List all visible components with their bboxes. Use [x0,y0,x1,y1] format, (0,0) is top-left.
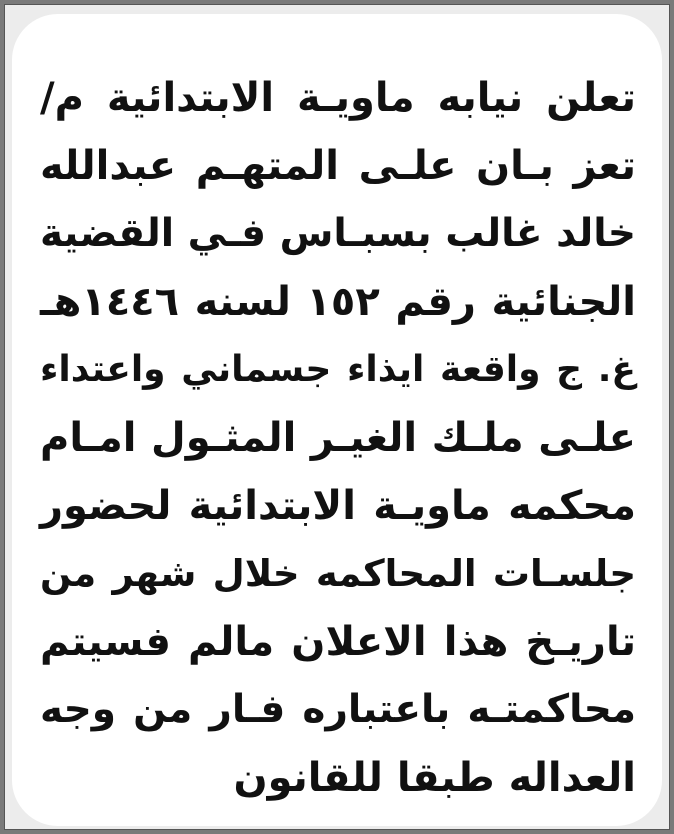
notice-card [12,14,662,826]
notice-line: خالد غالب بسبـاس فـي القضية [40,211,636,256]
notice-line: علـى ملـك الغيـر المثـول امـام [40,415,636,461]
notice-line: محكمه ماويـة الابتدائية لحضور [40,483,636,529]
notice-line: الجنائية رقم ١٥٢ لسنه ١٤٤٦هـ [40,279,636,325]
notice-text [40,64,636,812]
notice-line: العداله طبقا للقانون [233,755,636,801]
notice-line: تعلن نيابه ماويـة الابتدائية م/ [40,75,636,121]
notice-line: تعز بـان علـى المتهـم عبدالله [40,143,636,189]
notice-line: تاريـخ هذا الاعلان مالم فسيتم [40,619,636,665]
notice-line: جلسـات المحاكمه خلال شهر من [40,552,636,595]
notice-line: محاكمتـه باعتباره فـار من وجه [40,687,636,732]
notice-line: غ. ج واقعة ايذاء جسماني واعتداء [40,349,636,390]
